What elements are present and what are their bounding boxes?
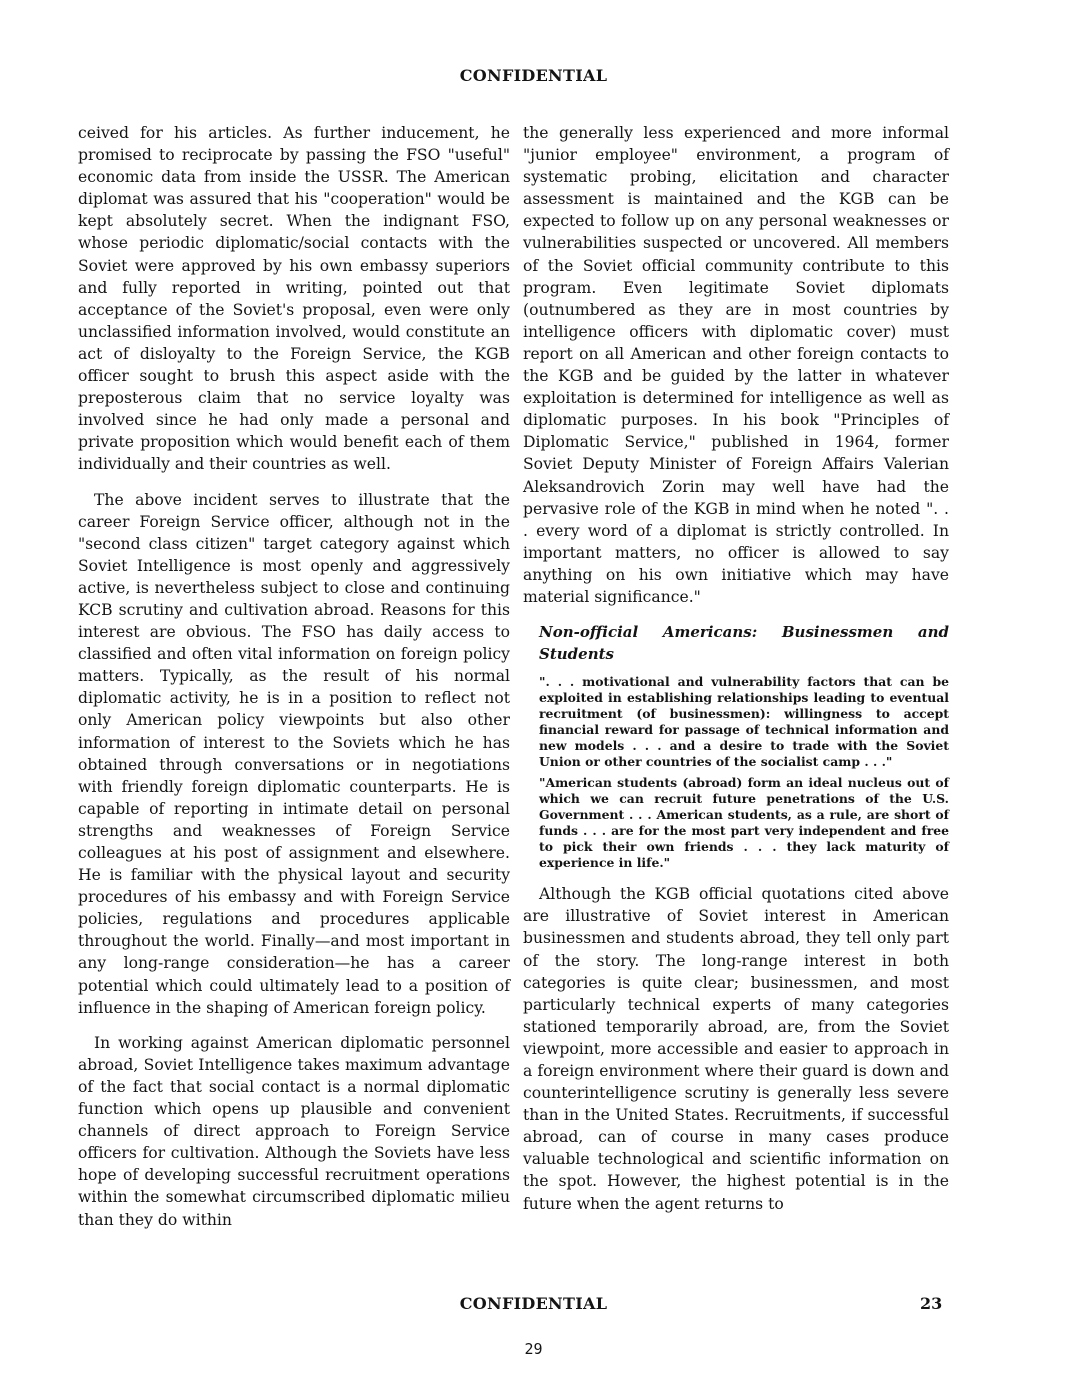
footer-classification: CONFIDENTIAL — [459, 1294, 608, 1313]
paragraph: The above incident serves to illustrate that the career Foreign Service officer, although not in the "second class citizen" target category against which Soviet Intelligence is most openly and aggressively active, is nevertheless subject to close and continuing KCB scrutiny and cultivation abroad. Reasons for this interest are obvious. The FSO has daily access to classified and often vital information on foreign policy matters. Typically, as the result of his normal diplomatic activity, he is in a position to reflect not only American policy viewpoints but also other information of interest to the Soviets which he has obtained through conversations or in negotiations with friendly foreign diplomatic counterparts. He is capable of reporting in intimate detail on personal strengths and weaknesses of Foreign Service colleagues at his post of assignment and elsewhere. He is familiar with the physical layout and security procedures of his embassy and with Foreign Service policies, regulations and procedures applicable throughout the world. Finally—and most important in any long-range consideration—he has a career potential which could ultimately lead to a position of influence in the shaping of American foreign policy. — [78, 490, 510, 1017]
paragraph: ceived for his articles. As further inducement, he promised to reciprocate by passing the FSO "useful" economic data from inside the USSR. The American diplomat was assured that his "cooperation" would be kept absolutely secret. When the indignant FSO, whose periodic diplomatic/social contacts with the Soviet were approved by his own embassy superiors and fully reported in writing, pointed out that acceptance of the Soviet's proposal, even were only unclassified information involved, would constitute an act of disloyalty to the Foreign Service, the KGB officer sought to brush this aspect aside with the preposterous claim that no service loyalty was involved since he had only made a personal and private proposition which would benefit each of them individually and their countries as well. — [78, 124, 510, 474]
paragraph: In working against American diplomatic personnel abroad, Soviet Intelligence takes maximum advantage of the fact that social contact is a normal diplomatic function which opens up plausible and convenient channels of direct approach to Foreign Service officers for cultivation. Although the Soviets have less hope of developing successful recruitment operations within the somewhat circumscribed diplomatic milieu than they do within — [78, 1033, 510, 1229]
page-number: 23 — [920, 1294, 943, 1313]
section-subheading: Non-official Americans: Businessmen and Students — [539, 623, 949, 664]
block-quote: ". . . motivational and vulnerability factors that can be exploited in establishing relationships leading to eventual recruitment (of businessmen): willingness to accept financial reward for passage of technical information and new models . . . and a desire to trade with the Soviet Union or other countries of the socialist camp . . ." — [539, 674, 949, 770]
header-classification: CONFIDENTIAL — [459, 66, 608, 85]
right-column — [523, 122, 949, 1228]
left-column — [78, 122, 510, 1244]
paragraph: Although the KGB official quotations cited above are illustrative of Soviet interest in American businessmen and students abroad, they tell only part of the story. The long-range interest in both categories is quite clear; businessmen, and most particularly technical experts of many categories stationed temporarily abroad, are, from the Soviet viewpoint, more accessible and easier to approach in a foreign environment where their guard is down and counterintelligence scrutiny is generally less severe than in the United States. Recruitments, if successful abroad, can of course in many cases produce valuable technological and scientific information on the spot. However, the highest potential is in the future when the agent returns to — [523, 885, 949, 1213]
stamp-number: 29 — [524, 1340, 543, 1358]
block-quote: "American students (abroad) form an ideal nucleus out of which we can recruit future penetrations of the U.S. Government . . . American students, as a rule, are short of funds . . . are for the most part very independent and free to pick their own friends . . . they lack maturity of experience in life." — [539, 775, 949, 871]
paragraph: the generally less experienced and more informal "junior employee" environment, a program of systematic probing, elicitation and character assessment is maintained and the KGB can be expected to follow up on any personal weaknesses or vulnerabilities suspected or uncovered. All members of the Soviet official community contribute to this program. Even legitimate Soviet diplomats (outnumbered as they are in most countries by intelligence officers with diplomatic cover) must report on all American and other foreign contacts to the KGB and be guided by the latter in whatever exploitation is determined for intelligence as well as diplomatic purposes. In his book "Principles of Diplomatic Service," published in 1964, former Soviet Deputy Minister of Foreign Affairs Valerian Aleksandrovich Zorin may well have had the pervasive role of the KGB in mind when he noted ". . . every word of a diplomat is strictly controlled. In important matters, no officer is allowed to say anything on his own initiative which may have material significance." — [523, 124, 949, 606]
